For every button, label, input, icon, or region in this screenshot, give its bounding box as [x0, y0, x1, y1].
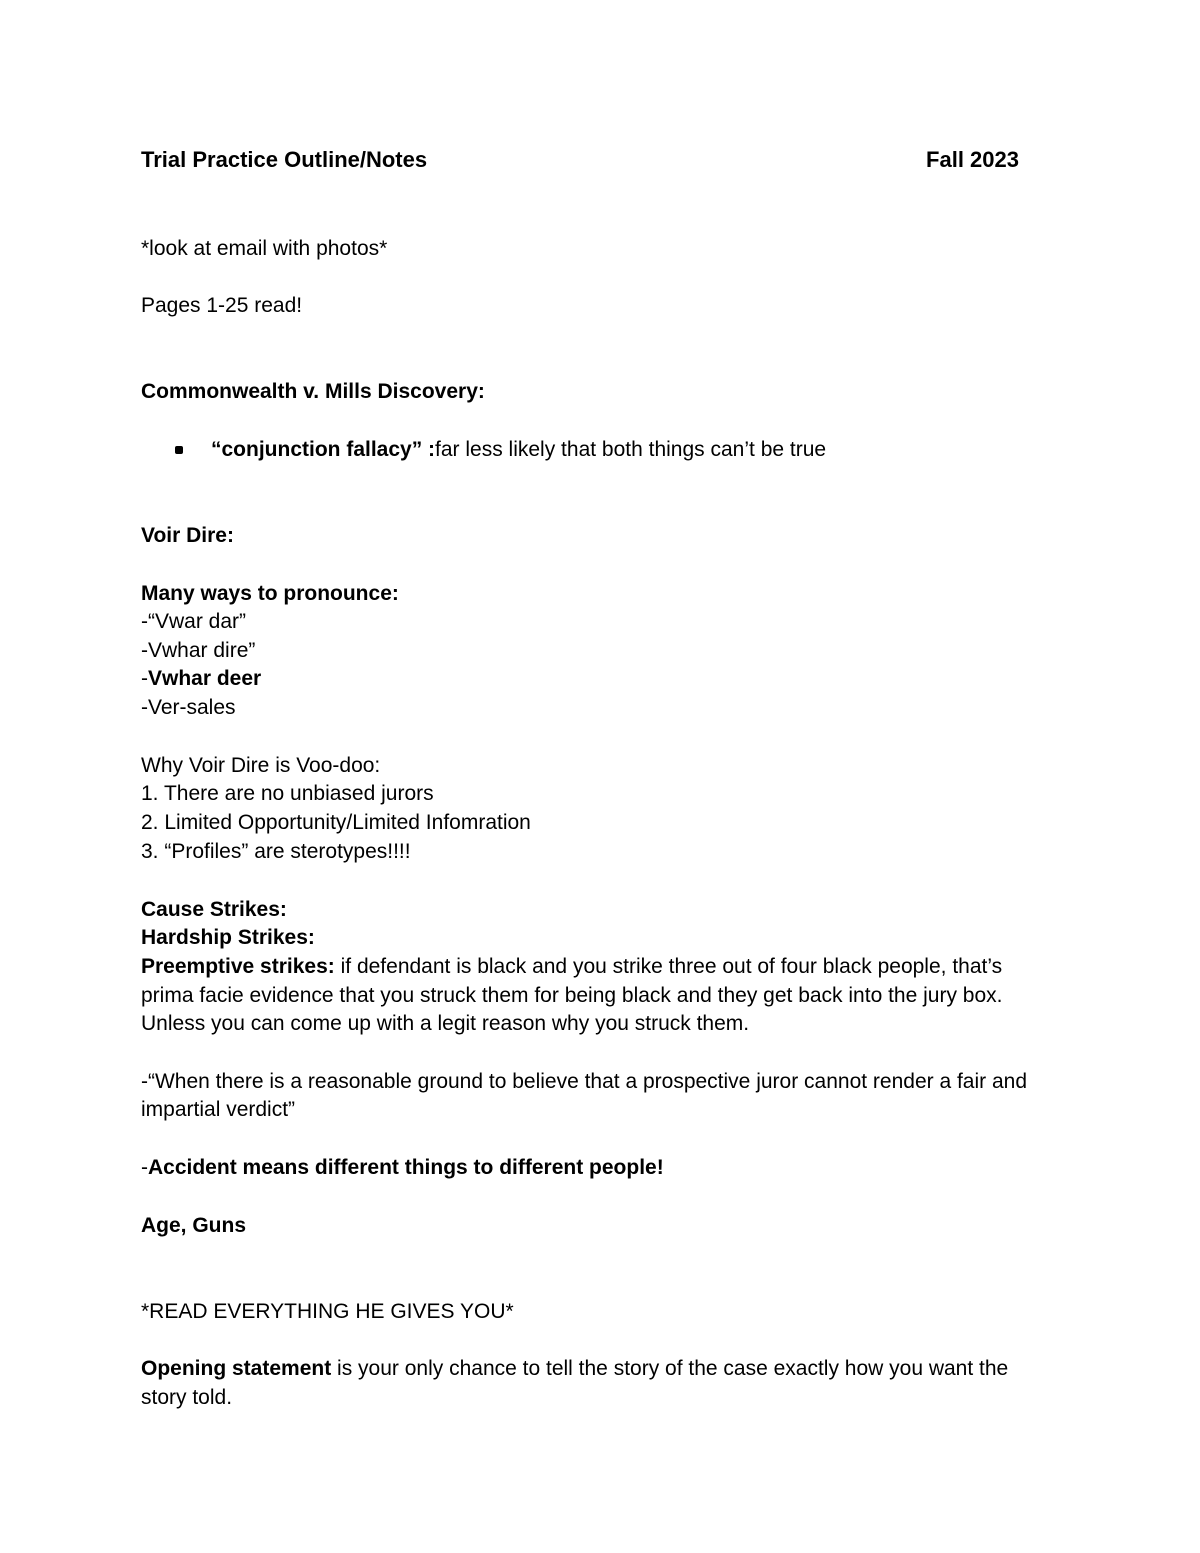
pronunciation-bold: Vwhar deer — [148, 667, 262, 690]
age-guns-note: Age, Guns — [141, 1214, 247, 1237]
list-item: 3. “Profiles” are sterotypes!!!! — [141, 840, 411, 863]
discovery-heading: Commonwealth v. Mills Discovery: — [141, 380, 485, 403]
pronunciation-item: -Ver-sales — [141, 696, 236, 719]
bullet-text: far less likely that both things can’t be true — [435, 438, 827, 461]
header — [141, 146, 1019, 174]
quote-line: -“When there is a reasonable ground to believe that a prospective juror cannot render a fair and — [141, 1070, 1028, 1093]
list-item: 2. Limited Opportunity/Limited Infomration — [141, 811, 531, 834]
accident-note — [141, 1154, 664, 1182]
opening-text: is your only chance to tell the story of the case exactly how you want the — [331, 1357, 1009, 1380]
bullet-term: “conjunction fallacy” : — [211, 438, 436, 461]
pronunciation-item: -“Vwar dar” — [141, 610, 247, 633]
dash: - — [141, 667, 148, 690]
list-item: 1. There are no unbiased jurors — [141, 782, 434, 805]
document-title: Trial Practice Outline/Notes — [141, 147, 428, 172]
pronounce-heading: Many ways to pronounce: — [141, 582, 399, 605]
preemptive-text: if defendant is black and you strike three out of four black people, that’s — [334, 955, 1003, 978]
hardship-strikes-heading: Hardship Strikes: — [141, 926, 315, 949]
paragraph-line: story told. — [141, 1386, 233, 1409]
bullet-icon — [175, 446, 183, 454]
email-note: *look at email with photos* — [141, 237, 388, 260]
cause-strikes-heading: Cause Strikes: — [141, 898, 287, 921]
preemptive-line — [141, 953, 1002, 981]
pronunciation-item — [141, 665, 261, 693]
quote-line: impartial verdict” — [141, 1098, 296, 1121]
opening-label: Opening statement — [141, 1357, 332, 1380]
paragraph-line: Unless you can come up with a legit reason why you struck them. — [141, 1012, 750, 1035]
pronunciation-item: -Vwhar dire” — [141, 639, 256, 662]
dash: - — [141, 1156, 148, 1179]
document-term: Fall 2023 — [926, 147, 1019, 172]
preemptive-label: Preemptive strikes: — [141, 955, 335, 978]
accident-text: Accident means different things to different people! — [148, 1156, 664, 1179]
voir-dire-heading: Voir Dire: — [141, 524, 234, 547]
opening-line — [141, 1355, 1008, 1383]
voodoo-heading: Why Voir Dire is Voo-doo: — [141, 754, 381, 777]
read-everything-note: *READ EVERYTHING HE GIVES YOU* — [141, 1300, 514, 1323]
paragraph-line: prima facie evidence that you struck them for being black and they get back into the jury box. — [141, 984, 1003, 1007]
bullet-item — [211, 436, 826, 464]
pages-note: Pages 1-25 read! — [141, 294, 303, 317]
